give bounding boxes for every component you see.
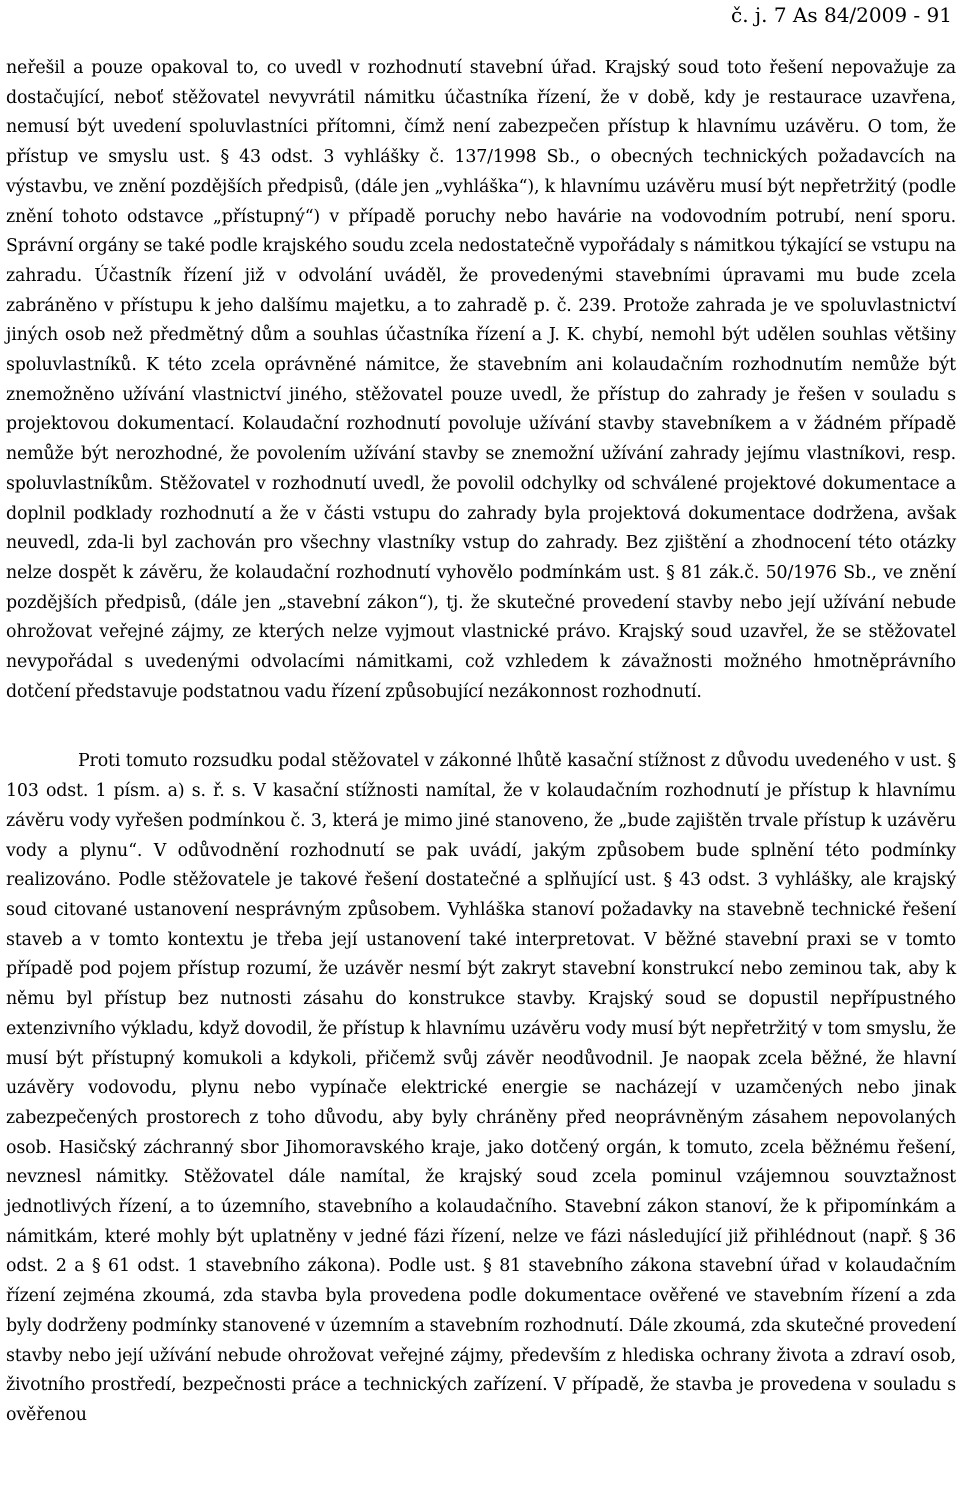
document-body xyxy=(6,54,956,1431)
case-reference: č. j. 7 As 84/2009 - 91 xyxy=(731,3,952,27)
paragraph-gap xyxy=(6,707,956,747)
paragraph-1: neřešil a pouze opakoval to, co uvedl v rozhodnutí stavební úřad. Krajský soud toto řešení nepovažuje za dostačující, neboť stěžovatel nevyvrátil námitku účastníka řízení, že v době, kdy je restaurace uzavřena, nemusí být uvedení spoluvlastníci přítomni, čímž není zabezpečen přístup k hlavnímu uzávěru. O tom, že přístup ve smyslu ust. § 43 odst. 3 vyhlášky č. 137/1998 Sb., o obecných technických požadavcích na výstavbu, ve znění pozdějších předpisů, (dále jen „vyhláška“), k hlavnímu uzávěru musí být nepřetržitý (podle znění tohoto odstavce „přístupný“) v případě poruchy nebo havárie na vodovodním potrubí, není sporu. Správní orgány se také podle krajského soudu zcela nedostatečně vypořádaly s námitkou týkající se vstupu na zahradu. Účastník řízení již v odvolání uváděl, že provedenými stavebními úpravami mu bude zcela zabráněno v přístupu k jeho dalšímu majetku, a to zahradě p. č. 239. Protože zahrada je ve spoluvlastnictví jiných osob než předmětný dům a souhlas účastníka řízení a J. K. chybí, nemohl být udělen souhlas většiny spoluvlastníků. K této zcela oprávněné námitce, že stavebním ani kolaudačním rozhodnutím nemůže být znemožněno užívání vlastnictví jiného, stěžovatel pouze uvedl, že přístup do zahrady je řešen v souladu s projektovou dokumentací. Kolaudační rozhodnutí povoluje užívání stavby stavebníkem a v žádném případě nemůže být nerozhodné, že povolením užívání stavby se znemožní užívání zahrady jejímu vlastníkovi, resp. spoluvlastníkům. Stěžovatel v rozhodnutí uvedl, že povolil odchylky od schválené projektové dokumentace a doplnil podklady rozhodnutí a že v části vstupu do zahrady byla projektová dokumentace dodržena, avšak neuvedl, zda-li byl zachován pro všechny vlastníky vstup do zahrady. Bez zjištění a zhodnocení této otázky nelze dospět k závěru, že kolaudační rozhodnutí vyhovělo podmínkám ust. § 81 zák.č. 50/1976 Sb., ve znění pozdějších předpisů, (dále jen „stavební zákon“), tj. že skutečné provedení stavby nebo její užívání nebude ohrožovat veřejné zájmy, ze kterých nelze vyjmout vlastnické právo. Krajský soud uzavřel, že se stěžovatel nevypořádal s uvedenými odvolacími námitkami, což vzhledem k závažnosti možného hmotněprávního dotčení představuje podstatnou vadu řízení způsobující nezákonnost rozhodnutí. xyxy=(6,58,956,702)
paragraph-2: Proti tomuto rozsudku podal stěžovatel v zákonné lhůtě kasační stížnost z důvodu uvedeného v ust. § 103 odst. 1 písm. a) s. ř. s. V kasační stížnosti namítal, že v kolaudačním rozhodnutí je přístup k hlavnímu závěru vody vyřešen podmínkou č. 3, která je mimo jiné stanoveno, že „bude zajištěn trvale přístup k uzávěru vody a plynu“. V odůvodnění rozhodnutí se pak uvádí, jakým způsobem bude splnění této podmínky realizováno. Podle stěžovatele je takové řešení dostatečné a splňující ust. § 43 odst. 3 vyhlášky, ale krajský soud citované ustanovení nesprávným způsobem. Vyhláška stanoví požadavky na stavebně technické řešení staveb a v tomto kontextu je třeba její ustanovení také interpretovat. V běžné stavební praxi se v tomto případě pod pojem přístup rozumí, že uzávěr nesmí být zakryt stavební konstrukcí nebo zeminou tak, aby k němu byl přístup bez nutnosti zásahu do konstrukce stavby. Krajský soud se dopustil nepřípustného extenzivního výkladu, když dovodil, že přístup k hlavnímu uzávěru vody musí být nepřetržitý v tom smyslu, že musí být přístupný komukoli a kdykoli, přičemž svůj závěr neodůvodnil. Je naopak zcela běžné, že hlavní uzávěry vodovodu, plynu nebo vypínače elektrické energie se nacházejí v uzamčených nebo jinak zabezpečených prostorech z toho důvodu, aby byly chráněny před neoprávněným zásahem nepovolaných osob. Hasičský záchranný sbor Jihomoravského kraje, jako dotčený orgán, k tomuto, zcela běžnému řešení, nevznesl námitky. Stěžovatel dále namítal, že krajský soud zcela pominul vzájemnou souvztažnost jednotlivých řízení, a to územního, stavebního a kolaudačního. Stavební zákon stanoví, že k připomínkám a námitkám, které mohly být uplatněny v jedné fázi řízení, nelze ve fázi následující již přihlédnout (např. § 36 odst. 2 a § 61 odst. 1 stavebního zákona). Podle ust. § 81 stavebního zákona stavební úřad v kolaudačním řízení zejména zkoumá, zda stavba byla provedena podle dokumentace ověřené ve stavebním řízení a zda byly dodrženy podmínky stanovené v územním a stavebním rozhodnutí. Dále zkoumá, zda skutečné provedení stavby nebo její užívání nebude ohrožovat veřejné zájmy, především z hlediska ochrany života a zdraví osob, životního prostředí, bezpečnosti práce a technických zařízení. V případě, že stavba je provedena v souladu s ověřenou xyxy=(6,751,956,1425)
